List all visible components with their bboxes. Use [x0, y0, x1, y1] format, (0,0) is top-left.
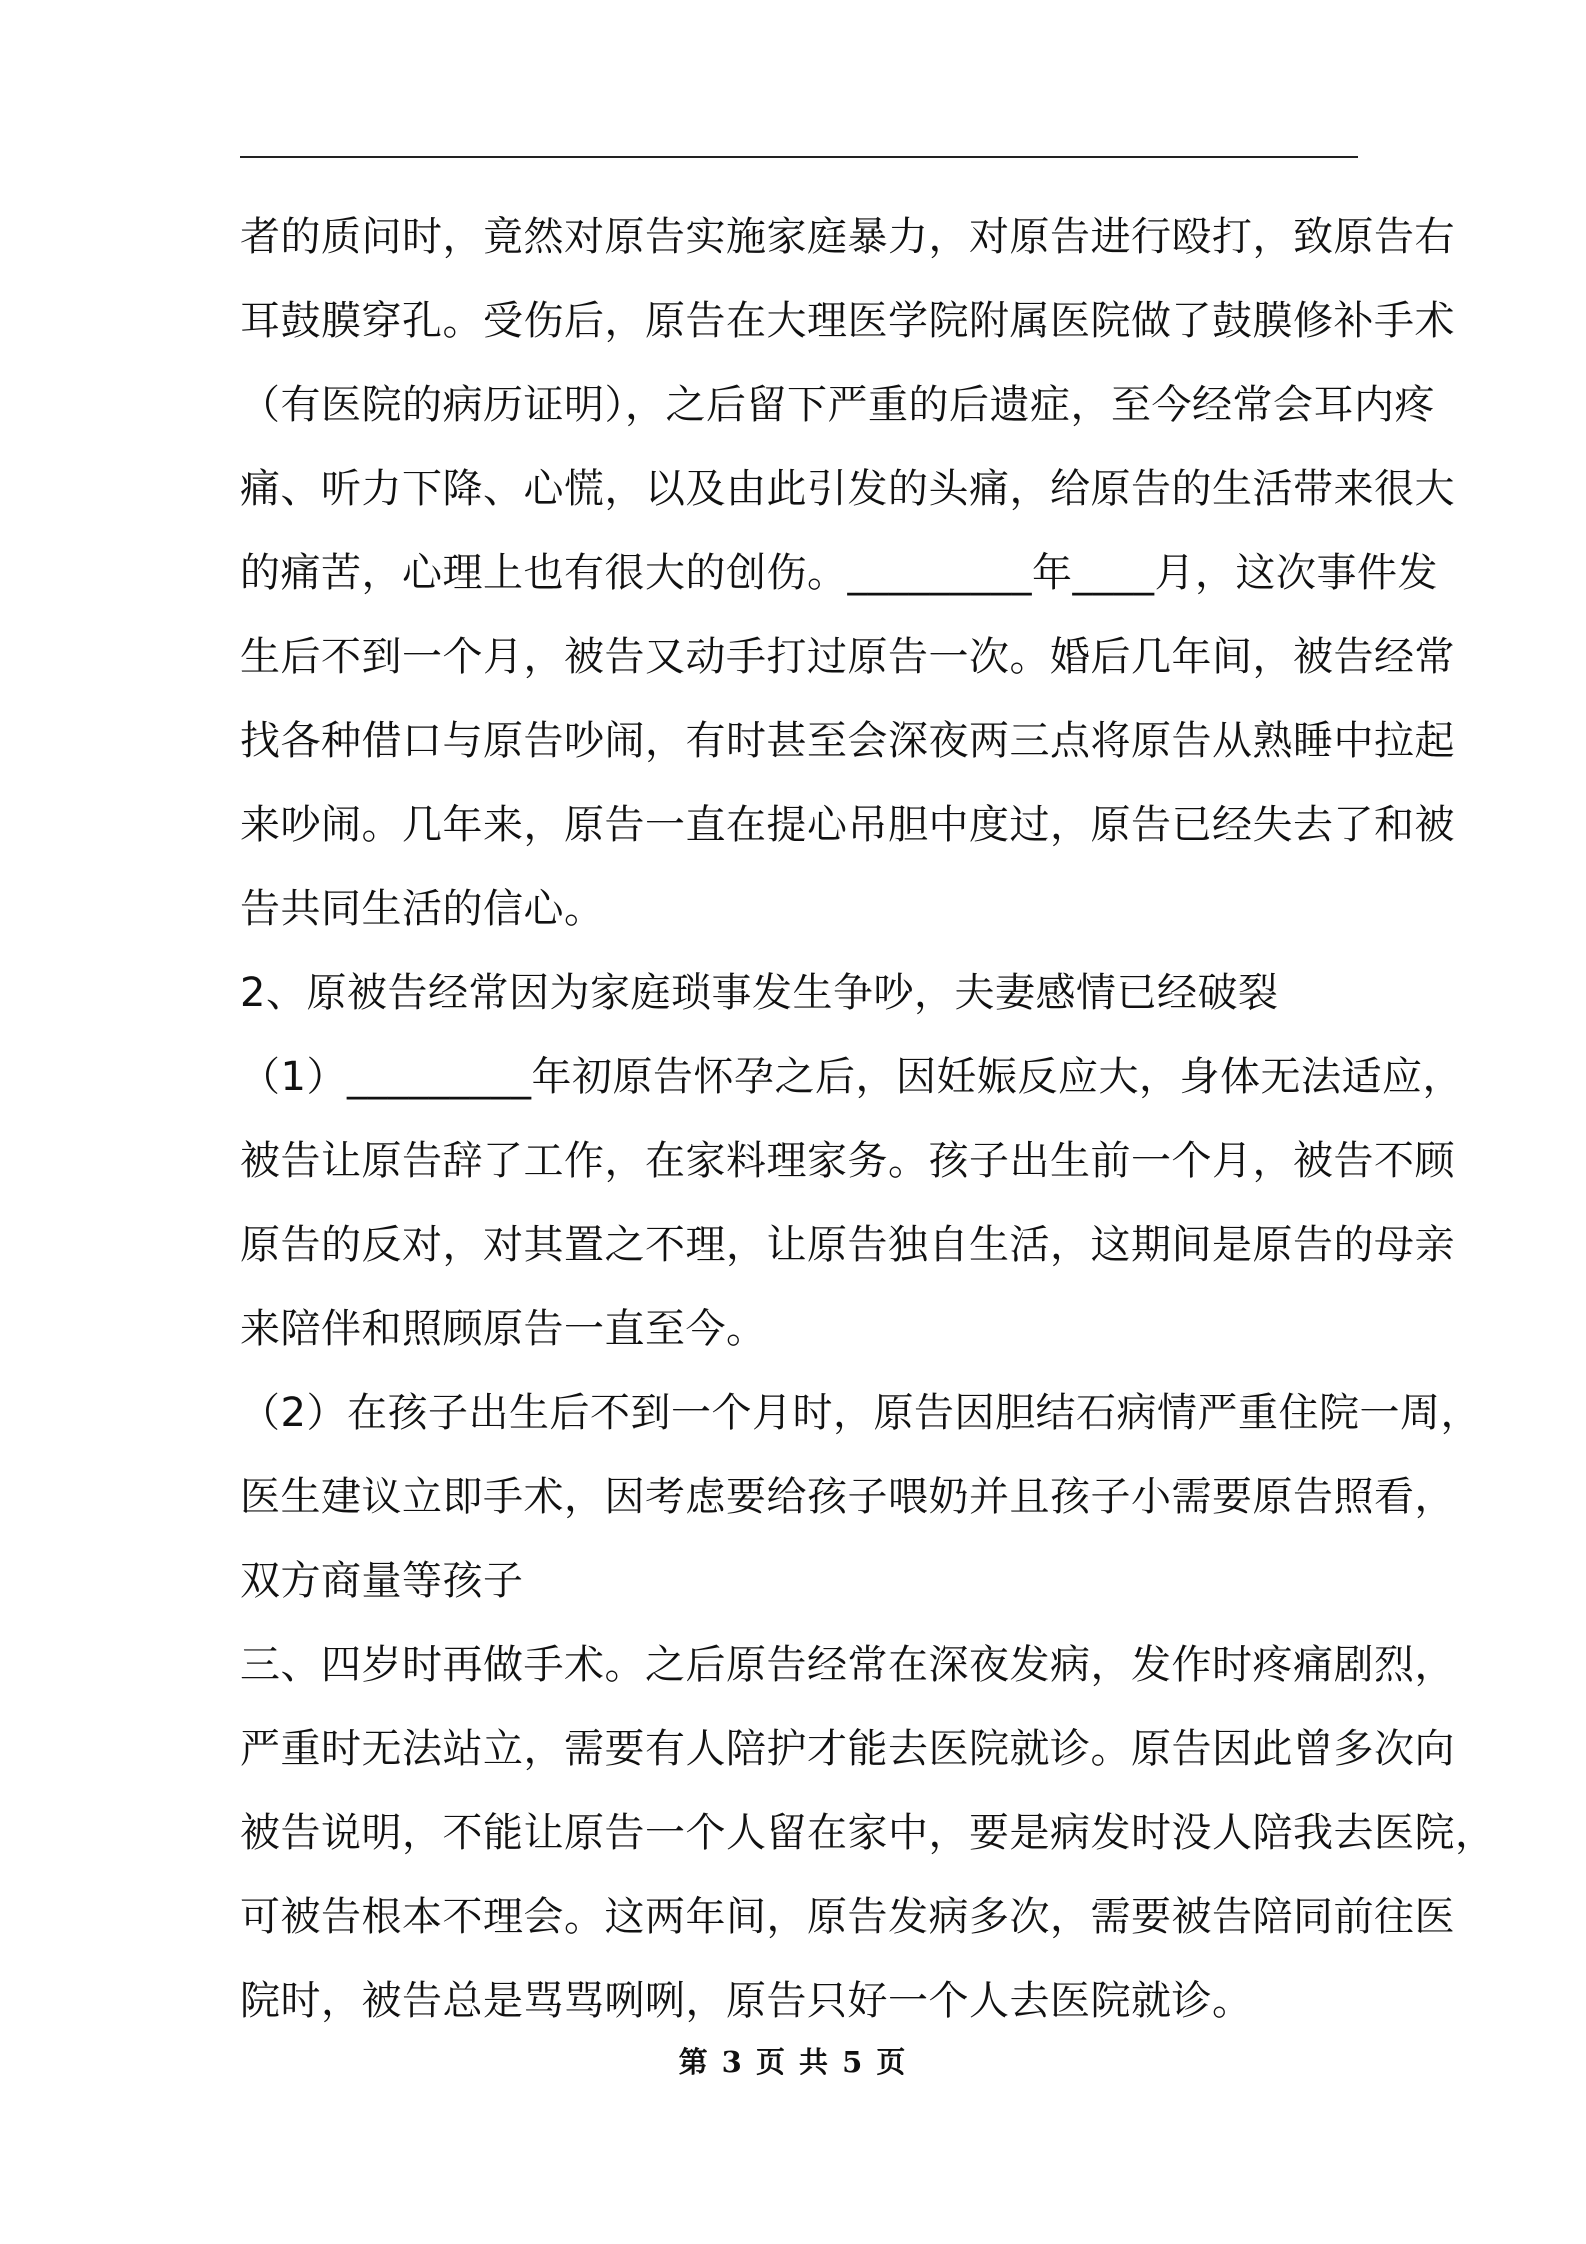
text-line: 痛、听力下降、心慌，以及由此引发的头痛，给原告的生活带来很大 — [240, 466, 1455, 512]
text-line: 者的质问时，竟然对原告实施家庭暴力，对原告进行殴打，致原告右 — [240, 214, 1455, 260]
text-line: （1）_________年初原告怀孕之后，因妊娠反应大，身体无法适应， — [240, 1054, 1463, 1100]
text-line: 严重时无法站立，需要有人陪护才能去医院就诊。原告因此曾多次向 — [240, 1726, 1455, 1772]
text-line: 来陪伴和照顾原告一直至今。 — [240, 1306, 767, 1352]
text-line: （2）在孩子出生后不到一个月时，原告因胆结石病情严重住院一周， — [240, 1390, 1481, 1436]
text-line: 被告让原告辞了工作，在家料理家务。孩子出生前一个月，被告不顾 — [240, 1138, 1455, 1184]
text-line: （有医院的病历证明），之后留下严重的后遗症，至今经常会耳内疼 — [240, 382, 1435, 428]
text-line: 可被告根本不理会。这两年间，原告发病多次，需要被告陪同前往医 — [240, 1894, 1455, 1940]
text-line: 的痛苦，心理上也有很大的创伤。_________年____月，这次事件发 — [240, 550, 1438, 596]
text-line: 三、四岁时再做手术。之后原告经常在深夜发病，发作时疼痛剧烈， — [240, 1642, 1455, 1688]
page-number: 第 3 页 共 5 页 — [678, 2045, 908, 2079]
text-line: 院时，被告总是骂骂咧咧，原告只好一个人去医院就诊。 — [240, 1978, 1253, 2024]
text-line: 医生建议立即手术，因考虑要给孩子喂奶并且孩子小需要原告照看， — [240, 1474, 1455, 1520]
text-line: 找各种借口与原告吵闹，有时甚至会深夜两三点将原告从熟睡中拉起 — [240, 718, 1455, 764]
text-line: 被告说明，不能让原告一个人留在家中，要是病发时没人陪我去医院， — [240, 1810, 1496, 1856]
text-line: 来吵闹。几年来，原告一直在提心吊胆中度过，原告已经失去了和被 — [240, 802, 1455, 848]
text-line: 原告的反对，对其置之不理，让原告独自生活，这期间是原告的母亲 — [240, 1222, 1455, 1268]
document-body — [240, 195, 1496, 2043]
text-line: 告共同生活的信心。 — [240, 886, 605, 932]
section-heading: 2、原被告经常因为家庭琐事发生争吵，夫妻感情已经破裂 — [240, 970, 1279, 1016]
header-rule — [240, 156, 1358, 158]
text-line: 耳鼓膜穿孔。受伤后，原告在大理医学院附属医院做了鼓膜修补手术 — [240, 298, 1455, 344]
text-line: 生后不到一个月，被告又动手打过原告一次。婚后几年间，被告经常 — [240, 634, 1455, 680]
text-line: 双方商量等孩子 — [240, 1558, 524, 1604]
